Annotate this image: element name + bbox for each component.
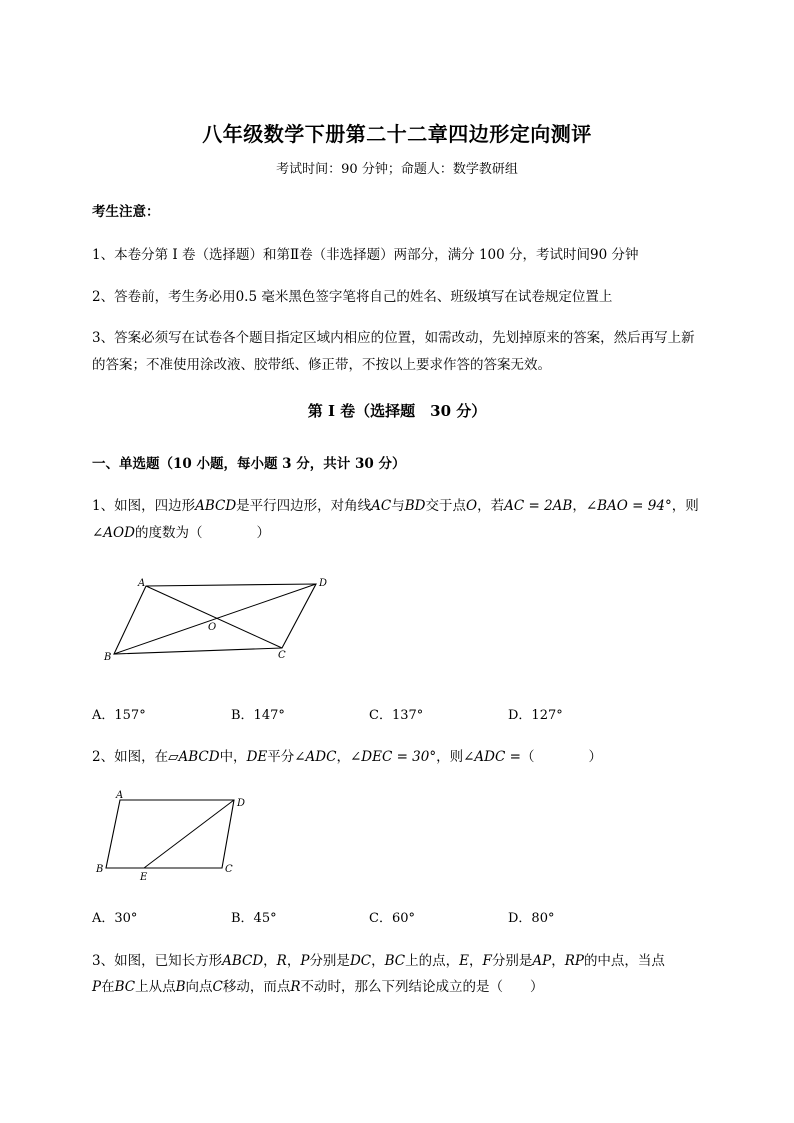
notice-item-1: 1、本卷分第 I 卷（选择题）和第Ⅱ卷（非选择题）两部分，满分 100 分，考试时间90 分钟 [92,247,639,263]
segment-de [144,800,234,868]
question-2-option-a[interactable]: A．30° [92,911,138,926]
part-heading: 一、单选题（10 小题，每小题 3 分，共计 30 分） [92,456,406,472]
label-c: C [225,864,233,875]
question-1-option-a[interactable]: A．157° [92,708,146,723]
question-3-line-1: 3、如图，已知长方形ABCD，R，P分别是DC，BC上的点，E，F分别是AP，RP的中点，当点 [92,953,665,969]
question-1-line-1: 1、如图，四边形ABCD是平行四边形，对角线AC与BD交于点O，若AC = 2AB，∠BAO = 94°，则 [92,498,699,514]
diagonal-ac [146,586,282,648]
question-1-option-b[interactable]: B．147° [231,708,285,723]
label-b: B [104,652,112,663]
label-o: O [208,622,217,633]
label-a: A [138,578,146,589]
label-e: E [140,872,148,883]
question-3-line-2: P在BC上从点B向点C移动，而点R不动时，那么下列结论成立的是（ ） [92,979,544,995]
question-2-figure [92,788,252,884]
parallelogram-abcd [106,800,234,868]
diagonal-bd [114,584,316,654]
label-c: C [278,650,286,661]
notice-item-2: 2、答卷前，考生务必用0.5 毫米黑色签字笔将自己的姓名、班级填写在试卷规定位置上 [92,289,613,305]
page-title: 八年级数学下册第二十二章四边形定向测评 [202,122,592,146]
label-a: A [116,790,124,801]
question-1-option-c[interactable]: C．137° [369,708,424,723]
exam-info: 考试时间：90 分钟；命题人：数学教研组 [276,162,518,177]
notice-heading: 考生注意： [92,204,160,220]
section-title: 第 I 卷（选择题 30 分） [307,402,487,420]
notice-item-3: 3、答案必须写在试卷各个题目指定区域内相应的位置，如需改动，先划掉原来的答案，然后再写上新 [92,330,695,346]
question-1-line-2: ∠AOD的度数为（ ） [92,525,270,541]
question-2-option-b[interactable]: B．45° [231,911,277,926]
question-2-option-c[interactable]: C．60° [369,911,415,926]
label-d: D [319,578,328,589]
question-2-text: 2、如图，在▱ABCD中，DE平分∠ADC，∠DEC = 30°，则∠ADC =（ ） [92,749,602,765]
question-2-option-d[interactable]: D．80° [508,911,555,926]
question-1-option-d[interactable]: D．127° [508,708,563,723]
question-1-figure [100,572,340,666]
label-b: B [96,864,104,875]
label-d: D [237,798,246,809]
notice-item-3-cont: 的答案；不准使用涂改液、胶带纸、修正带，不按以上要求作答的答案无效。 [92,357,551,373]
